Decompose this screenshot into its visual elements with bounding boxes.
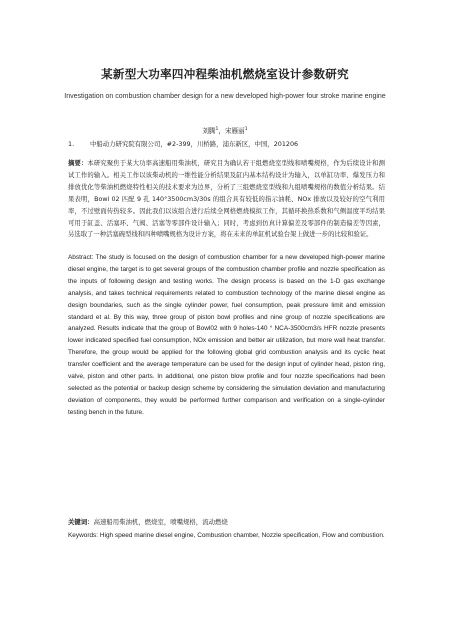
keywords-en-text: High speed marine diesel engine, Combustion chamber, Nozzle specification, Flow and combustion. [99, 532, 385, 539]
keywords-cn-text: 高速船用柴油机，燃烧室，喷嘴规格，流动燃烧 [93, 518, 228, 526]
keywords-cn [68, 517, 385, 526]
affiliation-number: 1. [68, 140, 75, 148]
abstract-cn [68, 158, 385, 241]
author-affiliation-marker: 1 [215, 126, 219, 132]
keywords-cn-label: 关键词： [68, 518, 94, 526]
affiliation [68, 139, 398, 148]
abstract-cn-label: 摘要： [68, 160, 88, 167]
affiliation-text: 中船动力研究院有限公司，#2-399，川桥路，浦东新区，中国，201206 [90, 140, 299, 148]
author-name: 宋雁丽 [225, 127, 245, 135]
abstract-en-text: The study is focused on the design of combustion chamber for a new developed high-power marine diesel engine, the target is to get several groups of the combustion chamber profile and nozzle specification as the inputs of following design and testing works. The design process is based on the 1-D gas exchange analysis, and takes technical requirements related to combustion technology of the marine diesel engine as design boundaries, such as the single cylinder power, fuel consumption, peak pressure limit and emission standard et al. By this way, three group of piston bowl profiles and nine group of nozzle specifications are analyzed. Results indicate that the group of Bowl02 with 9 holes-140 ° NCA-3500cm3/s HFR nozzle presents lower indicated specified fuel consumption, NOx emission and better air utilization, but more wall heat transfer. Therefore, the group would be applied for the following global grid combustion analysis and its cyclic heat transfer coefficient and the average temperature can be used for the design input of cylinder head, piston ring, valve, piston and other parts. In additional, one piston blow profile and four nozzle specifications had been selected as the potential or backup design scheme by considering the simulation deviation and manufacturing deviation of components, they would be performed further comparison and verification on a single-cylinder testing bench in the future. [68, 254, 385, 416]
paper-title-cn: 某新型大功率四冲程柴油机燃烧室设计参数研究 [101, 67, 349, 81]
keywords-en [68, 530, 385, 542]
author-separator: ， [218, 127, 225, 135]
abstract-cn-text: 本研究聚焦于某大功率高速船用柴油机，研究目为确认若干组燃烧室型线和喷嘴规格，作为后续设计和测试工作的输入。相关工作以该柴动机的一维性能分析结果及缸内基本结构设计为输入，以单缸功率、爆发压力和排放优化等柴油机燃烧特性相关的技术要求为边界，分析了三组燃烧室型线和九组喷嘴规格的数值分析结果。结果表明，Bowl 02 匹配 9 孔 140°3500cm3/30s 的组合具有较低的指示油耗、NOx 排放以及较好的空气利用率，不过壁面传热较多。因此我们以该组合进行后续全网格燃烧模拟工作，其循环换热系数和气侧温度平均结果可用于缸盖、活塞环、气阀、活塞等零部件设计输入；同时，考虑到仿真计算偏差及零部件的制造偏差等因素，另选取了一种活塞碗型线和四种喷嘴规格为设计方案，将在未来的单缸机试验台架上做进一步的比较和验证。 [68, 160, 385, 239]
abstract-en-label: Abstract: [68, 254, 94, 261]
author-line [0, 125, 450, 135]
author-name: 刘腾 [202, 127, 216, 135]
author-affiliation-marker: 1 [244, 126, 248, 132]
abstract-en [68, 252, 385, 419]
paper-title-en: Investigation on combustion chamber design for a new developed high-power four stroke marine engine [64, 93, 386, 100]
keywords-en-label: Keywords: [68, 532, 99, 539]
